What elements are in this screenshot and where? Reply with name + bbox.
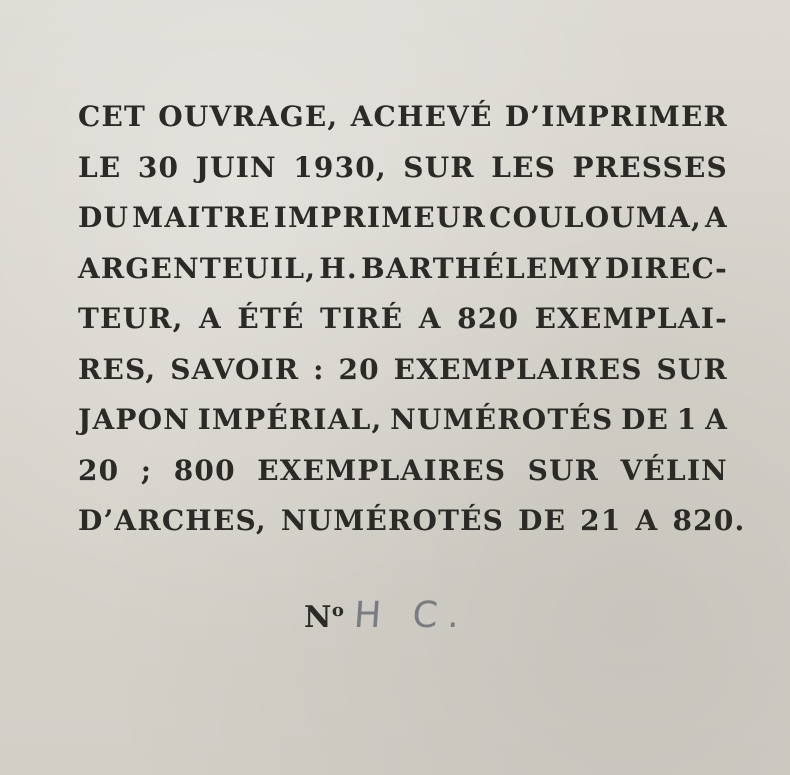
word: 30 — [137, 150, 180, 184]
colophon-line-6 — [78, 345, 728, 396]
word: DE — [621, 403, 670, 436]
word: ÉTÉ — [237, 302, 305, 335]
word: LE — [78, 150, 122, 184]
word: JUIN — [195, 150, 277, 184]
colophon-line-3 — [78, 193, 728, 244]
word: 21 — [580, 504, 622, 537]
word: DIREC- — [604, 251, 728, 285]
word: 1 — [676, 403, 698, 436]
word: ARGENTEUIL, — [78, 251, 317, 285]
word: SUR — [403, 150, 475, 184]
word: DU — [78, 201, 130, 234]
word: A — [418, 302, 442, 335]
word: D’ARCHES, — [78, 504, 267, 537]
word: ACHEVÉ — [350, 100, 493, 133]
word: ; — [140, 453, 153, 487]
colophon-line-2 — [78, 143, 728, 194]
word: SUR — [656, 352, 728, 386]
colophon-text — [78, 92, 746, 547]
word: H. — [319, 251, 358, 285]
word: NUMÉROTÉS — [390, 403, 614, 436]
word: BARTHÉLEMY — [360, 251, 602, 285]
copy-number — [304, 595, 470, 643]
word: 20 — [78, 453, 120, 487]
word: IMPÉRIAL, — [197, 403, 383, 436]
word: CET — [78, 100, 147, 133]
word: SUR — [527, 453, 600, 487]
word: VÉLIN — [620, 453, 728, 487]
word: TIRÉ — [319, 302, 404, 335]
word: OUVRAGE, — [158, 100, 339, 133]
word: EXEMPLAI- — [534, 302, 728, 335]
word: EXEMPLAIRES — [393, 352, 643, 386]
word: A — [199, 302, 222, 335]
word: EXEMPLAIRES — [257, 453, 507, 487]
word: TEUR, — [78, 302, 184, 335]
word: PRESSES — [572, 150, 728, 184]
word: 820. — [672, 504, 746, 537]
colophon-line-7 — [78, 395, 728, 446]
number-label-main: N — [304, 600, 332, 635]
colophon-line-4 — [78, 244, 728, 295]
word: LES — [491, 150, 557, 184]
word: : — [313, 352, 325, 386]
word: RES, — [78, 352, 157, 386]
number-label-superscript: o — [331, 600, 345, 621]
word: 20 — [338, 352, 380, 386]
colophon-line-8 — [78, 446, 728, 497]
word: A — [635, 504, 659, 537]
word: SAVOIR — [170, 352, 300, 386]
word: COULOUMA, — [489, 201, 702, 234]
word: D’IMPRIMER — [504, 100, 728, 133]
word: 800 — [173, 453, 236, 487]
word: 1930, — [293, 150, 387, 184]
colophon-line-9 — [78, 496, 746, 547]
word: MAITRE — [132, 201, 271, 234]
word: NUMÉROTÉS — [280, 504, 505, 537]
handwritten-copy-number: H C. — [353, 595, 471, 636]
word: A — [705, 403, 728, 436]
colophon-line-1 — [78, 92, 728, 143]
word: 820 — [457, 302, 520, 335]
colophon-line-5 — [78, 294, 728, 345]
word: IMPRIMEUR — [273, 201, 487, 234]
word: DE — [518, 504, 567, 537]
number-label — [304, 600, 344, 635]
word: JAPON — [78, 403, 191, 436]
word: A — [705, 201, 728, 234]
